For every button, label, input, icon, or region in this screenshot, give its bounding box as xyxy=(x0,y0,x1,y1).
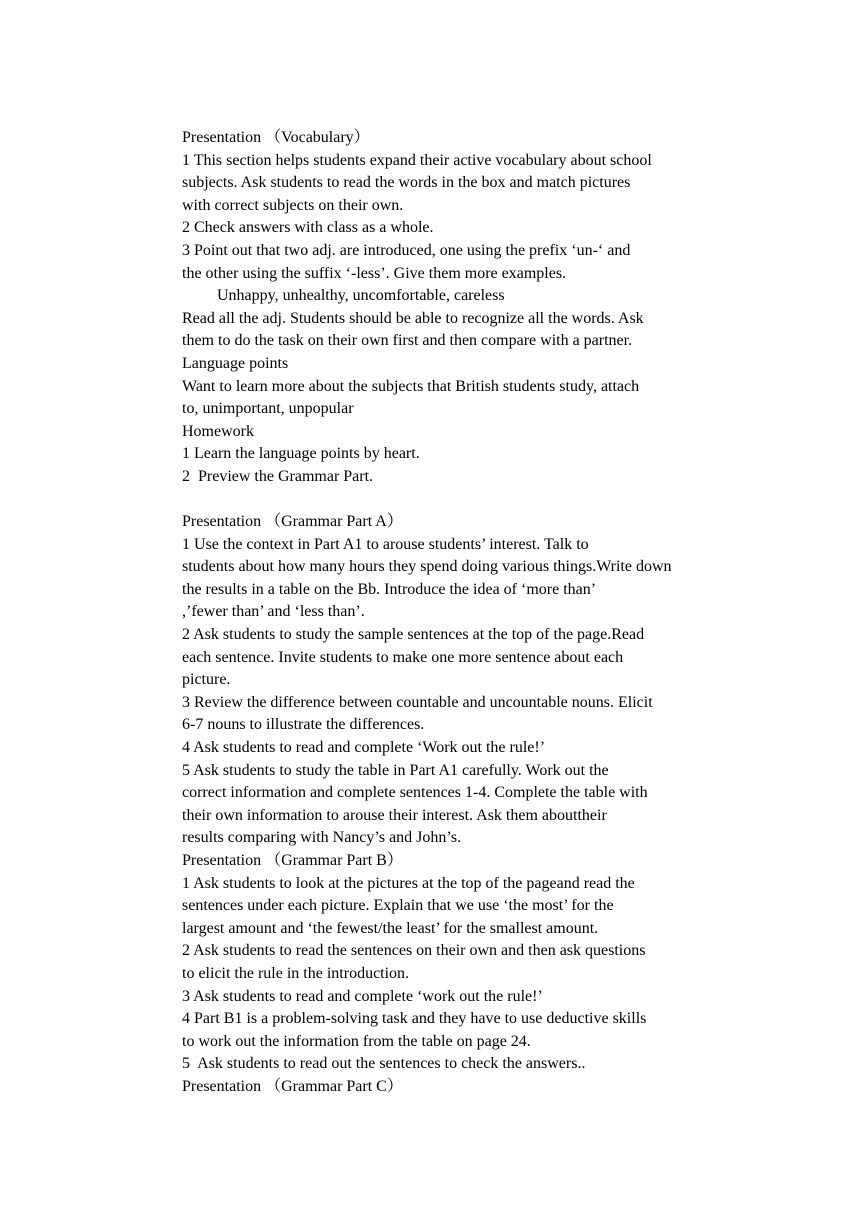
text-line: the results in a table on the Bb. Introduce the idea of ‘more than’ xyxy=(182,580,597,598)
text-line: correct information and complete sentences 1-4. Complete the table with xyxy=(182,784,648,802)
text-line: to elicit the rule in the introduction. xyxy=(182,964,410,982)
text-line: results comparing with Nancy’s and John’s. xyxy=(182,829,462,847)
text-line: their own information to arouse their interest. Ask them abouttheir xyxy=(182,806,607,824)
text-line: each sentence. Invite students to make one more sentence about each xyxy=(182,648,624,666)
text-line: 3 Point out that two adj. are introduced, one using the prefix ‘un-‘ and xyxy=(182,241,631,259)
text-line: sentences under each picture. Explain that we use ‘the most’ for the xyxy=(182,897,614,915)
text-line: 5 Ask students to read out the sentences to check the answers.. xyxy=(182,1055,586,1073)
text-line: 3 Review the difference between countable and uncountable nouns. Elicit xyxy=(182,693,653,711)
text-line: them to do the task on their own first and then compare with a partner. xyxy=(182,332,633,350)
section-heading-vocabulary: Presentation （Vocabulary） xyxy=(182,129,370,146)
text-line: 1 This section helps students expand their active vocabulary about school xyxy=(182,151,652,169)
text-line: picture. xyxy=(182,671,231,689)
text-line: students about how many hours they spend doing various things.Write down xyxy=(182,558,672,576)
text-line: Read all the adj. Students should be able to recognize all the words. Ask xyxy=(182,309,644,327)
example-words-line: Unhappy, unhealthy, uncomfortable, careless xyxy=(217,287,505,305)
text-line: subjects. Ask students to read the words in the box and match pictures xyxy=(182,174,631,192)
text-line: 3 Ask students to read and complete ‘work out the rule!’ xyxy=(182,987,543,1005)
text-line: to, unimportant, unpopular xyxy=(182,400,354,418)
section-heading-homework: Homework xyxy=(182,422,254,440)
text-line: with correct subjects on their own. xyxy=(182,196,404,214)
section-heading-language-points: Language points xyxy=(182,354,289,372)
text-line: 2 Ask students to read the sentences on their own and then ask questions xyxy=(182,942,646,960)
text-line: 1 Learn the language points by heart. xyxy=(182,445,420,463)
text-line: 4 Part B1 is a problem-solving task and they have to use deductive skills xyxy=(182,1010,647,1028)
section-heading-grammar-b: Presentation （Grammar Part B） xyxy=(182,852,403,869)
text-line: ,’fewer than’ and ‘less than’. xyxy=(182,603,365,621)
text-line: 5 Ask students to study the table in Part A1 carefully. Work out the xyxy=(182,761,609,779)
text-line: 4 Ask students to read and complete ‘Work out the rule!’ xyxy=(182,739,546,757)
text-line: the other using the suffix ‘-less’. Give them more examples. xyxy=(182,264,567,282)
section-heading-grammar-c: Presentation （Grammar Part C） xyxy=(182,1077,403,1095)
text-line: to work out the information from the table on page 24. xyxy=(182,1032,531,1050)
text-line: largest amount and ‘the fewest/the least’ for the smallest amount. xyxy=(182,919,599,937)
text-line: 1 Use the context in Part A1 to arouse students’ interest. Talk to xyxy=(182,535,589,553)
text-line: 1 Ask students to look at the pictures at the top of the pageand read the xyxy=(182,874,635,892)
text-line: 2 Preview the Grammar Part. xyxy=(182,467,374,485)
section-heading-grammar-a: Presentation （Grammar Part A） xyxy=(182,513,403,531)
text-line: 6-7 nouns to illustrate the differences. xyxy=(182,716,425,734)
blank-line xyxy=(182,489,822,512)
text-line: Want to learn more about the subjects that British students study, attach xyxy=(182,377,640,395)
document-page xyxy=(182,127,822,1099)
text-line: 2 Ask students to study the sample sentences at the top of the page.Read xyxy=(182,626,645,644)
text-line: 2 Check answers with class as a whole. xyxy=(182,219,434,237)
